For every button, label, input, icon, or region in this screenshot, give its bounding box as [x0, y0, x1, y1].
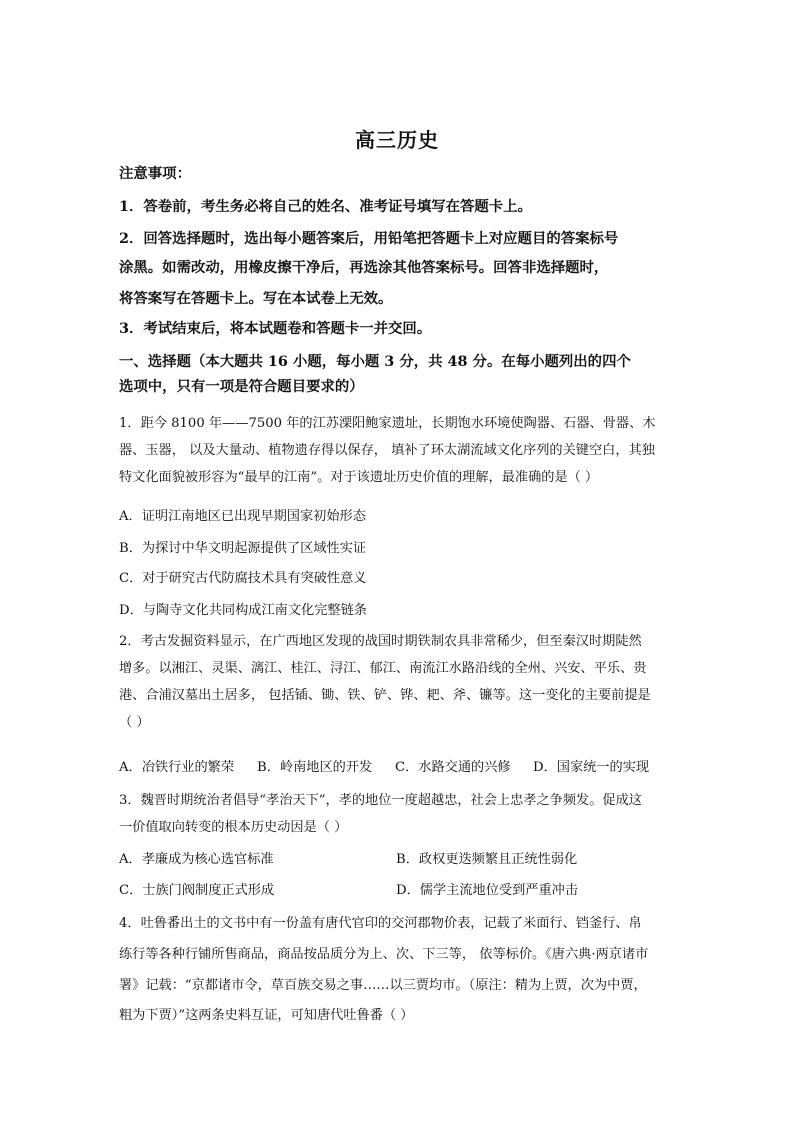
q2-option-c: C．水路交通的兴修	[395, 760, 511, 775]
q2-option-a: A．冶铁行业的繁荣	[119, 760, 235, 775]
q2-stem-line-3: 港、合浦汉墓出土居多， 包括锸、锄、铁、铲、铧、耙、斧、镰等。这一变化的主要前提是	[119, 688, 651, 703]
q3-options-row-2	[119, 881, 679, 901]
notice-item-3: 3．考试结束后，将本试题卷和答题卡一并交回。	[119, 320, 432, 337]
q3-option-b: B．政权更迭频繁且正统性弱化	[396, 852, 578, 867]
q3-option-d: D．儒学主流地位受到严重冲击	[396, 883, 579, 898]
q3-option-a: A．孝廉成为核心选官标准	[119, 852, 274, 867]
q3-options-row-1	[119, 850, 679, 870]
notice-heading: 注意事项：	[119, 165, 191, 182]
q3-stem-line-2: 一价值取向转变的根本历史动因是（ ）	[119, 820, 348, 835]
q1-stem-line-1: 1．距今 8100 年——7500 年的江苏溧阳鲍家遗址，长期饱水环境使陶器、石器、骨器、木	[119, 416, 656, 431]
q1-stem-line-3: 特文化面貌被形容为“最早的江南”。对于该遗址历史价值的理解，最准确的是（ ）	[119, 470, 599, 485]
section-heading-line-1: 一、选择题（本大题共 16 小题，每小题 3 分，共 48 分。在每小题列出的四个	[119, 353, 631, 370]
q2-option-d: D．国家统一的实现	[533, 760, 650, 775]
q1-stem-line-2: 器、玉器， 以及大量动、植物遗存得以保存， 填补了环太湖流域文化序列的关键空白，其独	[119, 443, 655, 458]
q4-stem-line-3: 署》记载：“京都诸市令，草百族交易之事……以三贾均市。（原注：精为上贾，次为中贾，	[119, 978, 647, 993]
page-title: 高三历史	[355, 128, 439, 152]
q3-stem-line-1: 3．魏晋时期统治者倡导“孝治天下”，孝的地位一度超越忠，社会上忠孝之争频发。促成这	[119, 793, 642, 808]
q4-stem-line-1: 4．吐鲁番出土的文书中有一份盖有唐代官印的交河郡物价表，记载了米面行、铛釜行、帛	[119, 916, 642, 931]
notice-item-2-line-2: 涂黑。如需改动，用橡皮擦干净后，再选涂其他答案标号。回答非选择题时，	[119, 259, 609, 276]
q1-option-b: B．为探讨中华文明起源提供了区域性实证	[119, 541, 367, 556]
q2-options-row	[119, 758, 679, 778]
q1-option-d: D．与陶寺文化共同构成江南文化完整链条	[119, 603, 367, 618]
q2-stem-line-2: 增多。以湘江、灵渠、漓江、桂江、浔江、郁江、南流江水路沿线的全州、兴安、平乐、贵	[119, 661, 647, 676]
q2-stem-line-1: 2．考古发掘资料显示，在广西地区发现的战国时期铁制农具非常稀少，但至秦汉时期陡然	[119, 634, 642, 649]
notice-item-2-line-1: 2．回答选择题时，选出每小题答案后，用铅笔把答题卡上对应题目的答案标号	[119, 230, 619, 247]
q1-option-c: C．对于研究古代防腐技术具有突破性意义	[119, 571, 367, 586]
q4-stem-line-2: 练行等各种行铺所售商品，商品按品质分为上、次、下三等， 依等标价。《唐六典·两京诸市	[119, 947, 649, 962]
q1-option-a: A．证明江南地区已出现早期国家初始形态	[119, 509, 366, 524]
q2-option-b: B．岭南地区的开发	[257, 760, 373, 775]
q3-option-c: C．士族门阀制度正式形成	[119, 883, 275, 898]
notice-item-2-line-3: 将答案写在答题卡上。写在本试卷上无效。	[119, 290, 393, 307]
q2-stem-line-4: （ ）	[119, 715, 150, 730]
notice-item-1: 1．答卷前，考生务必将自己的姓名、准考证号填写在答题卡上。	[119, 198, 532, 215]
section-heading-line-2: 选项中，只有一项是符合题目要求的）	[119, 378, 364, 395]
q4-stem-line-4: 粗为下贾）”这两条史料互证，可知唐代吐鲁番（ ）	[119, 1008, 414, 1023]
